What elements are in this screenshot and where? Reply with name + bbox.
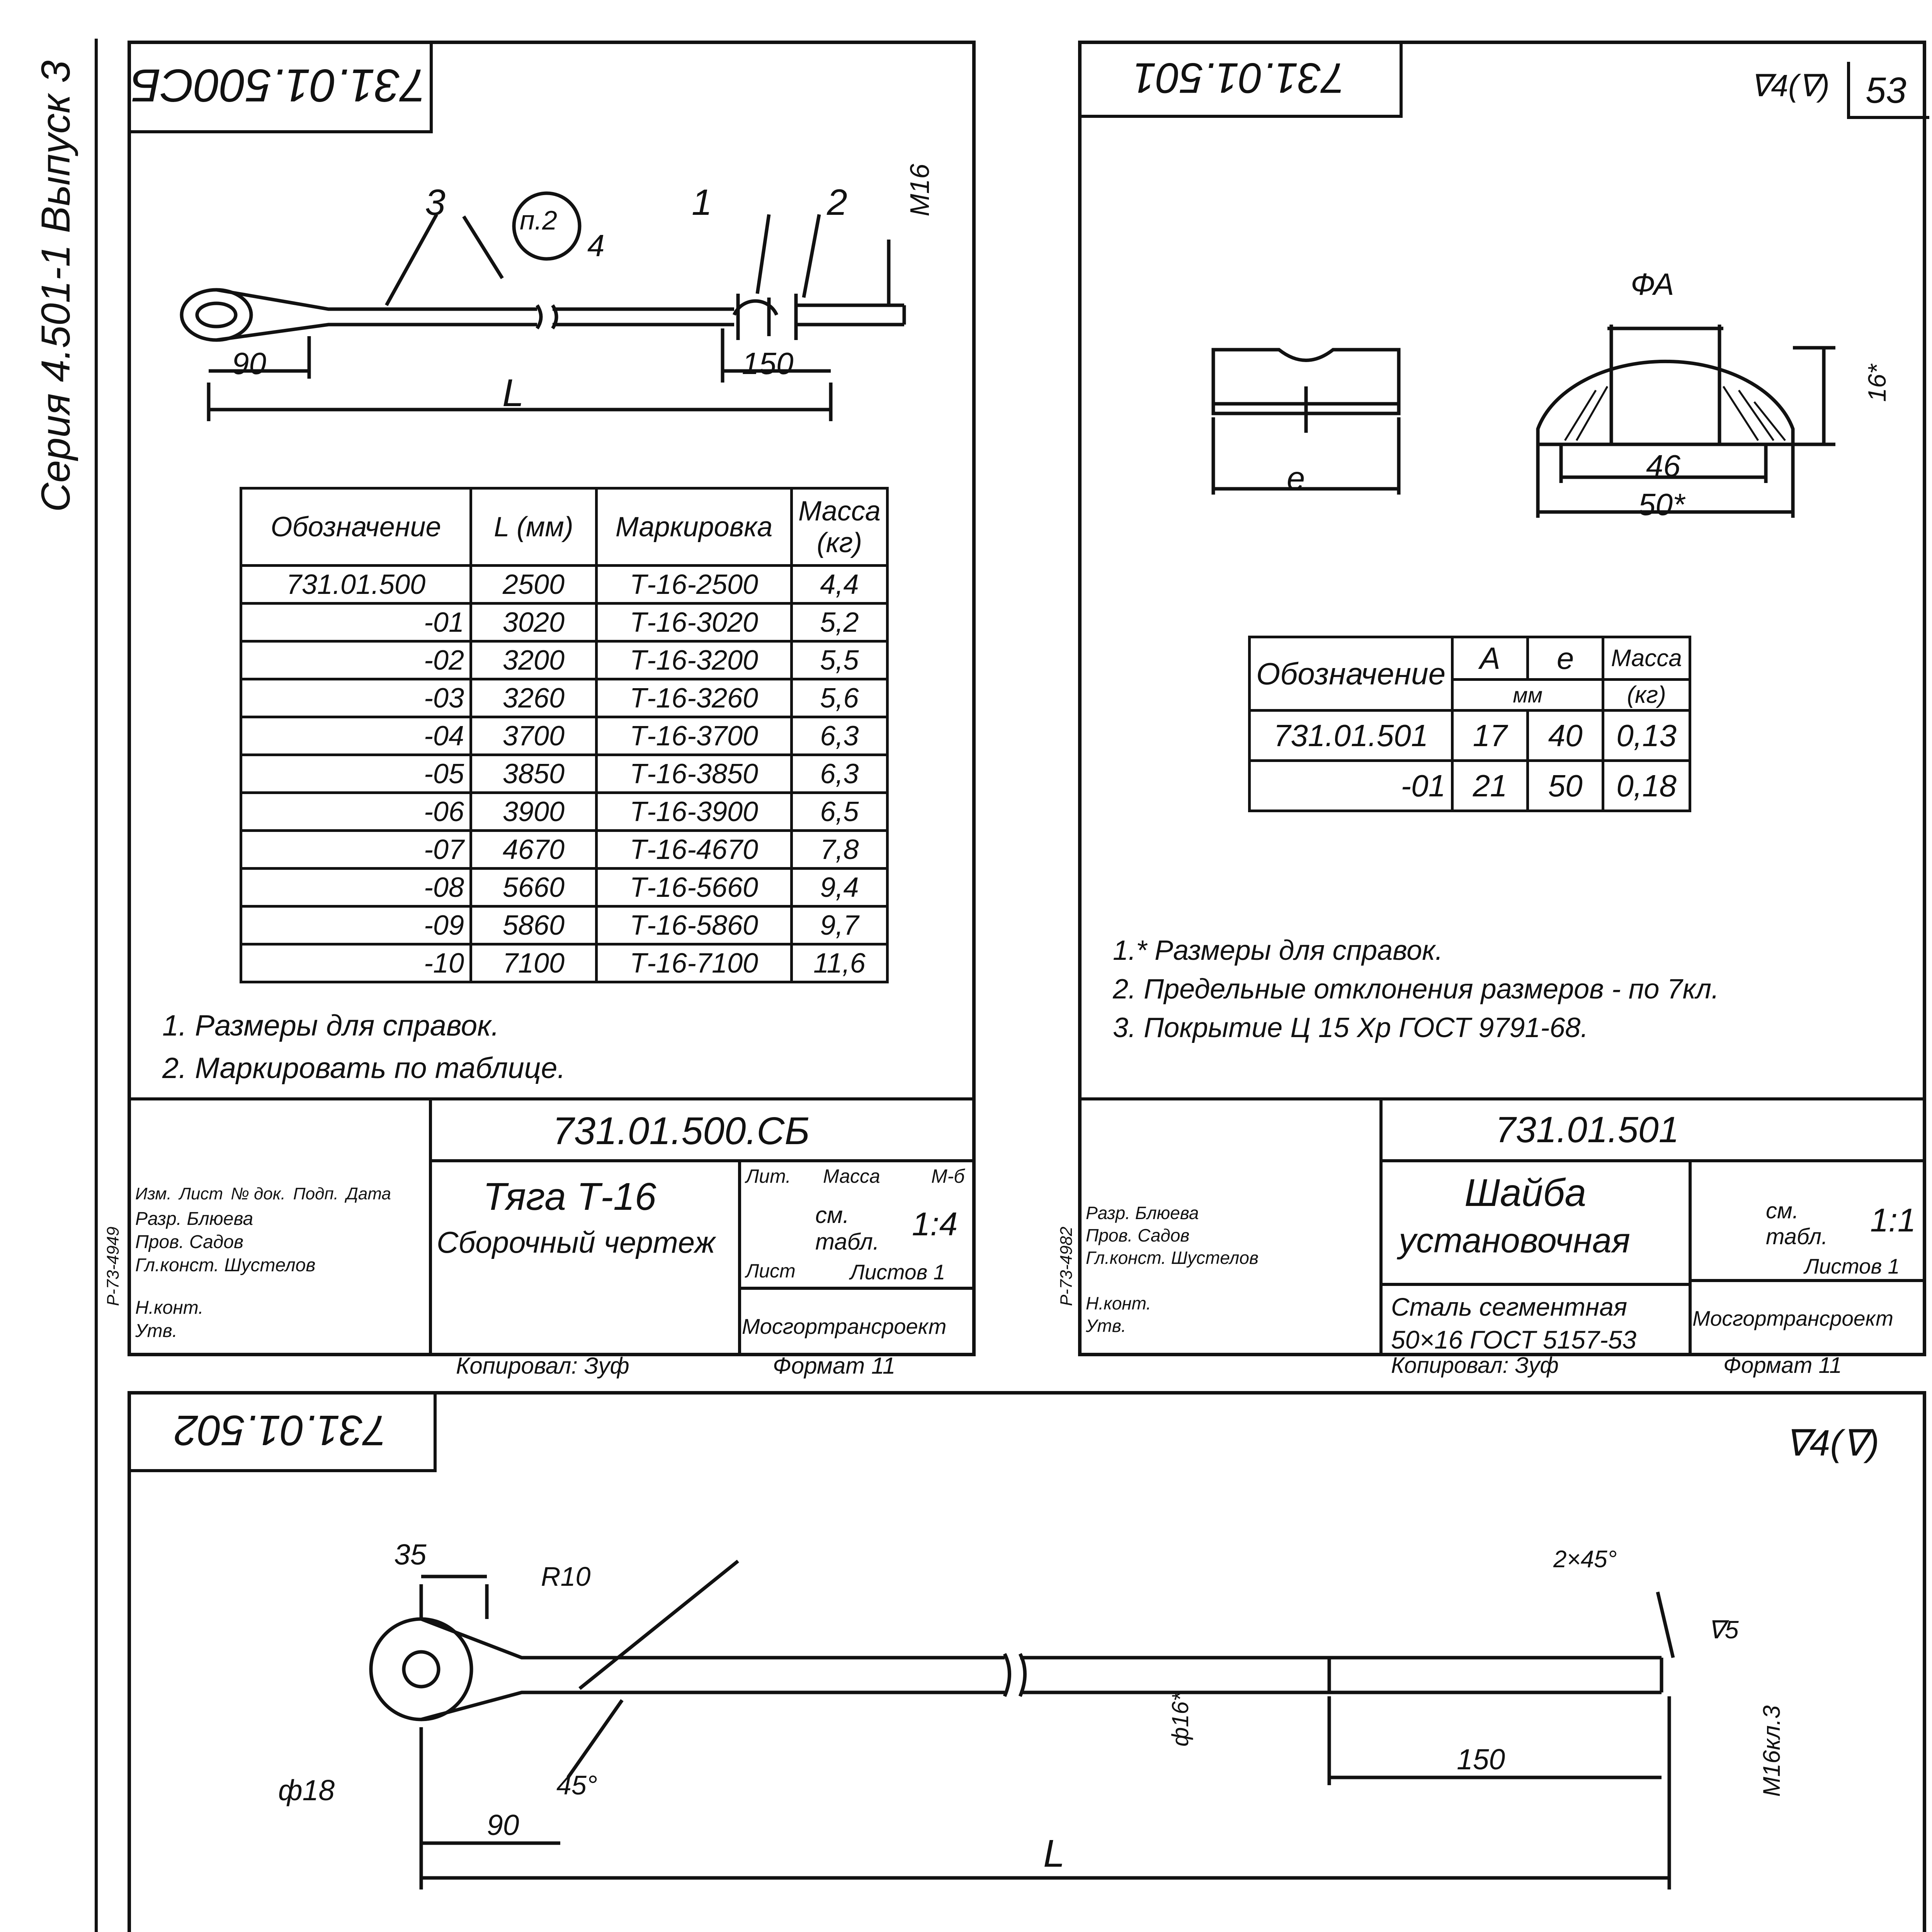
stamp-scale: 1:1 bbox=[1870, 1202, 1916, 1239]
table-row bbox=[241, 604, 888, 641]
stamp-mass: см. табл. bbox=[815, 1202, 879, 1255]
table-cell: 5,2 bbox=[792, 604, 888, 641]
dim-e: e bbox=[1287, 460, 1305, 497]
dim-90: 90 bbox=[487, 1809, 519, 1841]
corner-code-box bbox=[1078, 41, 1403, 118]
stamp-scale: 1:4 bbox=[912, 1206, 958, 1243]
stamp-code: 731.01.501 bbox=[1495, 1109, 1679, 1150]
table-cell: 21 bbox=[1452, 761, 1528, 811]
page-number-box bbox=[1847, 62, 1929, 119]
table-row bbox=[1250, 711, 1690, 761]
table-row bbox=[241, 793, 888, 831]
table-cell: 6,3 bbox=[792, 755, 888, 793]
table-cell: 3700 bbox=[471, 717, 597, 755]
table-cell: 5,5 bbox=[792, 641, 888, 679]
table-cell: -03 bbox=[241, 679, 471, 717]
dim-90: 90 bbox=[232, 346, 266, 381]
copied-by: Копировал: Зуф bbox=[1391, 1353, 1559, 1378]
stamp-code: 731.01.500.СБ bbox=[553, 1109, 810, 1153]
col-mass: Масса (кг) bbox=[792, 488, 888, 566]
format-label: Формат 11 bbox=[1723, 1353, 1842, 1378]
table-cell: 17 bbox=[1452, 711, 1528, 761]
table-row bbox=[241, 641, 888, 679]
table-cell: Т-16-3260 bbox=[597, 679, 792, 717]
dim-150: 150 bbox=[742, 346, 794, 381]
col-designation: Обозначение bbox=[1250, 637, 1452, 711]
title-block bbox=[1078, 1097, 1926, 1356]
tie-rod-table bbox=[240, 487, 889, 983]
table-cell: -10 bbox=[241, 944, 471, 982]
corner-code-box bbox=[128, 41, 433, 133]
table-row bbox=[241, 717, 888, 755]
table-cell: 6,3 bbox=[792, 717, 888, 755]
table-cell: 0,18 bbox=[1603, 761, 1690, 811]
dim-R10: R10 bbox=[541, 1561, 591, 1592]
table-cell: 3850 bbox=[471, 755, 597, 793]
table-cell: 3200 bbox=[471, 641, 597, 679]
table-cell: 9,4 bbox=[792, 869, 888, 906]
callout-4: 4 bbox=[587, 228, 605, 263]
table-cell: 3260 bbox=[471, 679, 597, 717]
corner-code: 731.01.500СБ bbox=[131, 60, 427, 111]
inv-number-2: Р-73-4982 bbox=[1057, 1226, 1076, 1306]
stamp-lit-label: Лит. bbox=[746, 1165, 791, 1187]
washer-table bbox=[1248, 636, 1691, 812]
thread-label: М16 bbox=[905, 163, 935, 216]
stamp-title: Шайба bbox=[1464, 1171, 1587, 1214]
title-block bbox=[128, 1097, 976, 1356]
sheet-731-01-502 bbox=[128, 1391, 1926, 1932]
stamp-subtitle: Сборочный чертеж bbox=[437, 1225, 715, 1259]
callout-3: 3 bbox=[425, 182, 446, 223]
table-cell: -05 bbox=[241, 755, 471, 793]
roughness-mark: ∇4(∇) bbox=[1750, 68, 1830, 103]
dim-16: ф16* bbox=[1167, 1692, 1193, 1747]
dim-35: 35 bbox=[394, 1538, 427, 1571]
table-cell: Т-16-3020 bbox=[597, 604, 792, 641]
col-A: А bbox=[1452, 637, 1528, 680]
table-row bbox=[241, 869, 888, 906]
table-cell: 731.01.500 bbox=[241, 566, 471, 604]
table-cell: -06 bbox=[241, 793, 471, 831]
table-row bbox=[241, 906, 888, 944]
stamp-people: Разр. Блюева Пров. Садов Гл.конст. Шустелов Н.конт. Утв. bbox=[135, 1209, 316, 1341]
stamp-subtitle: установочная bbox=[1399, 1221, 1630, 1260]
corner-code: 731.01.502 bbox=[174, 1406, 387, 1454]
table-row bbox=[241, 566, 888, 604]
table-cell: Т-16-5660 bbox=[597, 869, 792, 906]
table-cell: 9,7 bbox=[792, 906, 888, 944]
dim-16: 16* bbox=[1863, 364, 1891, 402]
page-number: 53 bbox=[1866, 70, 1906, 111]
table-cell: -07 bbox=[241, 831, 471, 869]
note: 2. Предельные отклонения размеров - по 7кл. bbox=[1113, 974, 1719, 1005]
table-cell: 6,5 bbox=[792, 793, 888, 831]
table-cell: 5,6 bbox=[792, 679, 888, 717]
dim-L: L bbox=[1043, 1832, 1065, 1875]
table-cell: 4670 bbox=[471, 831, 597, 869]
table-cell: -02 bbox=[241, 641, 471, 679]
format-label: Формат 11 bbox=[773, 1353, 896, 1379]
callout-p2: п.2 bbox=[520, 205, 557, 235]
stamp-org: Мосгортрансроект bbox=[742, 1314, 947, 1338]
dim-45: 45° bbox=[556, 1770, 597, 1800]
table-cell: -01 bbox=[1250, 761, 1452, 811]
roughness-mark: ∇4(∇) bbox=[1785, 1423, 1879, 1464]
note: 2. Маркировать по таблице. bbox=[162, 1052, 566, 1085]
table-cell: Т-16-3850 bbox=[597, 755, 792, 793]
table-cell: 3900 bbox=[471, 793, 597, 831]
table-row bbox=[241, 679, 888, 717]
dim-chamfer: 2×45° bbox=[1553, 1546, 1617, 1573]
table-cell: -01 bbox=[241, 604, 471, 641]
table-cell: Т-16-3200 bbox=[597, 641, 792, 679]
dim-L: L bbox=[502, 371, 524, 415]
dim-50: 50* bbox=[1638, 487, 1685, 522]
stamp-title: Тяга Т-16 bbox=[483, 1175, 656, 1218]
thread-label: М16кл.3 bbox=[1759, 1705, 1785, 1797]
table-row bbox=[241, 831, 888, 869]
corner-code: 731.01.501 bbox=[1132, 54, 1345, 102]
table-cell: 4,4 bbox=[792, 566, 888, 604]
note: 1. Размеры для справок. bbox=[162, 1009, 500, 1042]
corner-code-box bbox=[128, 1391, 437, 1472]
col-mass: Масса bbox=[1603, 637, 1690, 680]
mass-unit: (кг) bbox=[1603, 680, 1690, 711]
stamp-org: Мосгортрансроект bbox=[1692, 1306, 1893, 1330]
stamp-sheet-label: Лист bbox=[746, 1260, 796, 1282]
stamp-people: Разр. Блюева Пров. Садов Гл.конст. Шустелов Н.конт. Утв. bbox=[1086, 1203, 1259, 1336]
stamp-roles: Изм. Лист № док. Подп. Дата bbox=[135, 1184, 391, 1203]
table-cell: 40 bbox=[1528, 711, 1603, 761]
table-cell: Т-16-7100 bbox=[597, 944, 792, 982]
table-cell: 5660 bbox=[471, 869, 597, 906]
dim-roughness-5: ∇5 bbox=[1708, 1616, 1739, 1644]
series-label: Серия 4.501-1 Выпуск 3 bbox=[33, 60, 78, 512]
table-cell: 5860 bbox=[471, 906, 597, 944]
dim-18: ф18 bbox=[278, 1774, 335, 1806]
table-cell: 7100 bbox=[471, 944, 597, 982]
stamp-material: Сталь сегментная 50×16 ГОСТ 5157-53 bbox=[1391, 1293, 1637, 1354]
table-row bbox=[241, 755, 888, 793]
note: 1.* Размеры для справок. bbox=[1113, 935, 1443, 966]
table-cell: Т-16-3700 bbox=[597, 717, 792, 755]
col-marking: Маркировка bbox=[597, 488, 792, 566]
copied-by: Копировал: Зуф bbox=[456, 1353, 629, 1379]
col-e: е bbox=[1528, 637, 1603, 680]
stamp-sheets: Листов 1 bbox=[850, 1260, 946, 1284]
note: 3. Покрытие Ц 15 Хр ГОСТ 9791-68. bbox=[1113, 1012, 1588, 1043]
callout-1: 1 bbox=[692, 182, 712, 223]
dim-46: 46 bbox=[1646, 449, 1680, 483]
table-cell: Т-16-5860 bbox=[597, 906, 792, 944]
table-cell: Т-16-2500 bbox=[597, 566, 792, 604]
table-cell: 0,13 bbox=[1603, 711, 1690, 761]
dim-150: 150 bbox=[1457, 1743, 1505, 1776]
stamp-mass-label: Масса bbox=[823, 1165, 880, 1187]
table-cell: -04 bbox=[241, 717, 471, 755]
stamp-sheets: Листов 1 bbox=[1804, 1254, 1900, 1278]
table-cell: 731.01.501 bbox=[1250, 711, 1452, 761]
table-cell: 3020 bbox=[471, 604, 597, 641]
left-margin-line bbox=[95, 39, 98, 1932]
table-cell: Т-16-4670 bbox=[597, 831, 792, 869]
sheet2-notes bbox=[1113, 931, 1719, 1047]
dim-A: ФА bbox=[1631, 267, 1674, 301]
units: мм bbox=[1452, 680, 1603, 711]
stamp-scale-label: М-б bbox=[931, 1165, 965, 1187]
table-cell: Т-16-3900 bbox=[597, 793, 792, 831]
col-designation: Обозначение bbox=[241, 488, 471, 566]
table-cell: 7,8 bbox=[792, 831, 888, 869]
table-cell: -09 bbox=[241, 906, 471, 944]
table-cell: 2500 bbox=[471, 566, 597, 604]
stamp-mass: см. табл. bbox=[1766, 1198, 1828, 1249]
table-cell: 11,6 bbox=[792, 944, 888, 982]
sheet1-notes bbox=[162, 1005, 566, 1090]
table-cell: -08 bbox=[241, 869, 471, 906]
table-row bbox=[1250, 761, 1690, 811]
inv-number-1: Р-73-4949 bbox=[104, 1226, 122, 1306]
col-L: L (мм) bbox=[471, 488, 597, 566]
table-cell: 50 bbox=[1528, 761, 1603, 811]
table-row bbox=[241, 944, 888, 982]
callout-2: 2 bbox=[827, 182, 847, 223]
